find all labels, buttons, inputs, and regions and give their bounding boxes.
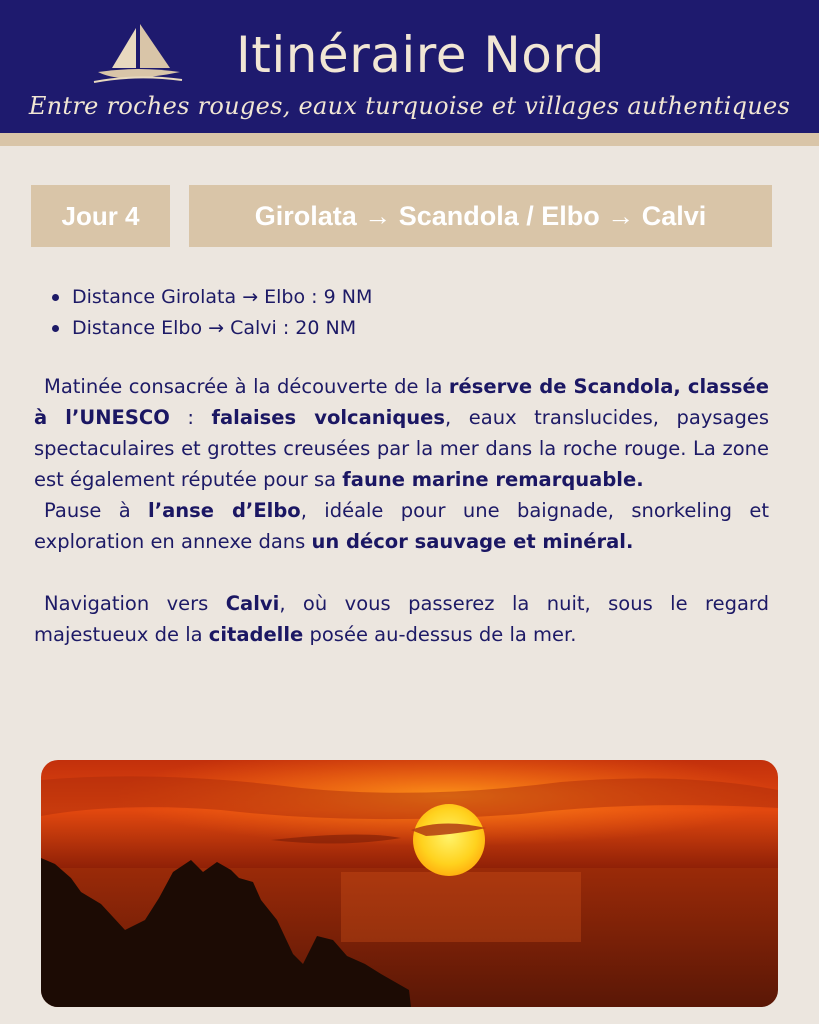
highlight-text: falaises volcaniques — [211, 406, 446, 429]
highlight-text: réserve de Scandola, classée à l’UNESCO — [34, 375, 769, 429]
highlight-text: Calvi — [225, 592, 280, 615]
paragraph-scandola — [34, 371, 769, 495]
text: Matinée consacrée à la découverte de la — [44, 375, 449, 398]
highlight-text: citadelle — [208, 623, 304, 646]
day-label: Jour 4 — [31, 185, 170, 247]
page-title: Itinéraire Nord — [236, 26, 605, 84]
distance-item — [45, 282, 372, 313]
sailboat-icon — [92, 22, 184, 86]
bullet-dot-icon — [52, 325, 59, 332]
highlight-text: un décor sauvage et minéral. — [311, 530, 634, 553]
text: , eaux translucides, paysages spectaculaires et grottes creusées par la mer dans la roche rouge. La zone est également réputée pour sa — [34, 406, 770, 491]
text: posée au-dessus de la mer. — [303, 623, 577, 646]
paragraph-calvi — [34, 588, 769, 650]
bullet-dot-icon — [52, 294, 59, 301]
route-label: Girolata → Scandola / Elbo → Calvi — [189, 185, 772, 247]
paragraph-elbo — [34, 495, 769, 557]
highlight-text: faune marine remarquable. — [342, 468, 644, 491]
sunset-photo — [41, 760, 778, 1007]
distance-text: Distance Elbo → Calvi : 20 NM — [72, 317, 357, 339]
text: Pause à — [44, 499, 149, 522]
text: Navigation vers — [44, 592, 226, 615]
distance-item — [45, 313, 372, 344]
description — [34, 371, 769, 650]
text: : — [169, 406, 212, 429]
text: , idéale pour une baignade, snorkeling et exploration en annexe dans — [34, 499, 769, 553]
header-stripe — [0, 133, 819, 146]
highlight-text: l’anse d’Elbo — [148, 499, 301, 522]
header-banner — [0, 0, 819, 133]
distance-text: Distance Girolata → Elbo : 9 NM — [72, 286, 373, 308]
distance-list — [45, 282, 372, 344]
page-subtitle: Entre roches rouges, eaux turquoise et villages authentiques — [28, 92, 791, 120]
text: , où vous passerez la nuit, sous le regard majestueux de la — [34, 592, 769, 646]
